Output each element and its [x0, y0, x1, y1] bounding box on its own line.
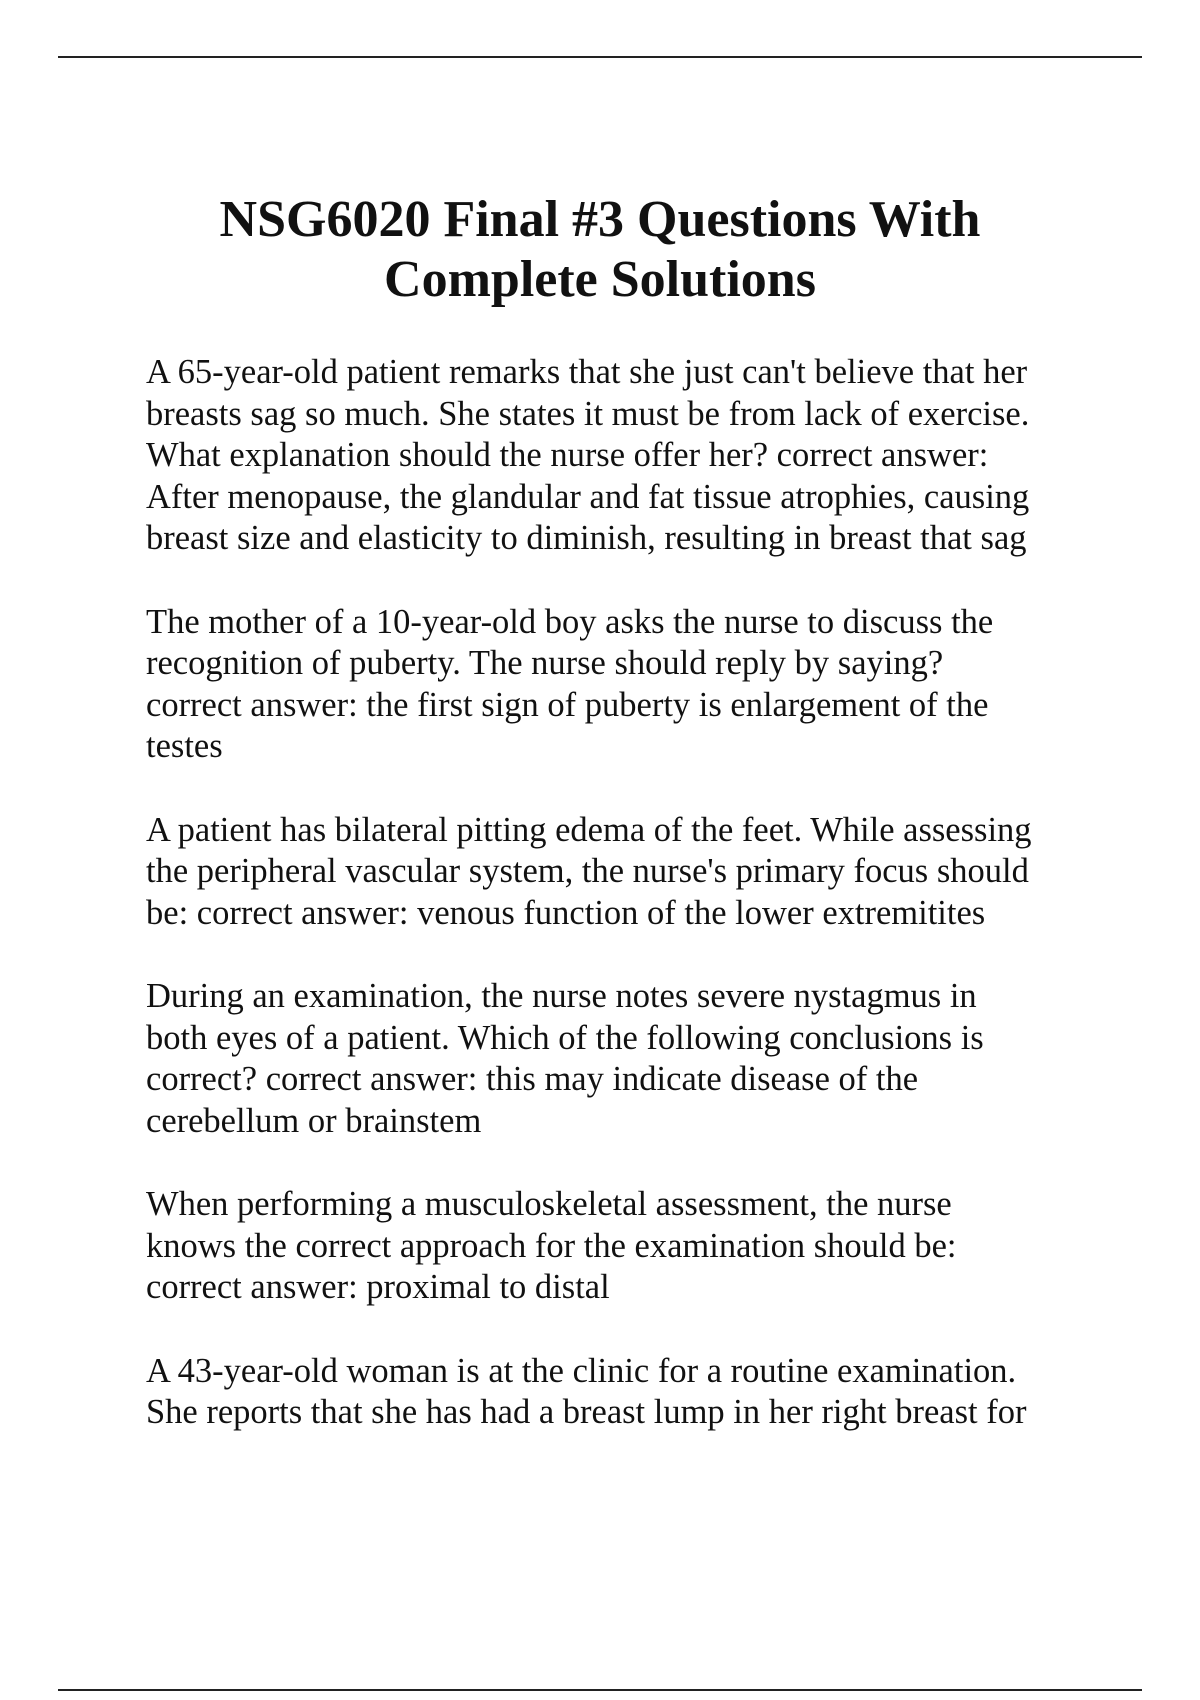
text-line: correct answer: proximal to distal	[146, 1268, 610, 1306]
text-line: breasts sag so much. She states it must be from lack of exercise.	[146, 394, 1030, 433]
text-line: cerebellum or brainstem	[146, 1101, 482, 1140]
top-rule	[58, 56, 1142, 58]
text-line: When performing a musculoskeletal assessment, the nurse	[146, 1185, 952, 1223]
text-line: The mother of a 10-year-old boy asks the nurse to discuss the	[146, 602, 994, 641]
text-line: correct? correct answer: this may indicate disease of the	[146, 1060, 919, 1098]
title-line-1: NSG6020 Final #3 Questions With	[219, 191, 981, 248]
text-line: knows the correct approach for the examination should be:	[146, 1226, 957, 1265]
text-line: A 43-year-old woman is at the clinic for a routine examination.	[146, 1351, 1017, 1390]
bottom-rule	[58, 1689, 1142, 1691]
text-line: both eyes of a patient. Which of the following conclusions is	[146, 1018, 984, 1057]
title-line-2: Complete Solutions	[384, 251, 816, 308]
question-5	[146, 1184, 1086, 1309]
text-line: testes	[146, 727, 223, 765]
question-4	[146, 976, 1086, 1142]
text-line: After menopause, the glandular and fat tissue atrophies, causing	[146, 477, 1030, 516]
text-line: During an examination, the nurse notes severe nystagmus in	[146, 977, 977, 1015]
text-line: be: correct answer: venous function of the lower extremitites	[146, 893, 986, 932]
text-line: A patient has bilateral pitting edema of the feet. While assessing	[146, 810, 1032, 849]
text-line: A 65-year-old patient remarks that she just can't believe that her	[146, 353, 1028, 391]
text-line: recognition of puberty. The nurse should reply by saying?	[146, 644, 944, 682]
text-line: correct answer: the first sign of puberty is enlargement of the	[146, 685, 989, 724]
question-1	[146, 352, 1086, 560]
text-line: the peripheral vascular system, the nurse's primary focus should	[146, 852, 1029, 890]
text-line: She reports that she has had a breast lump in her right breast for	[146, 1393, 1027, 1431]
question-3	[146, 810, 1086, 935]
document-body	[146, 352, 1086, 1476]
text-line: What explanation should the nurse offer her? correct answer:	[146, 436, 989, 474]
text-line: breast size and elasticity to diminish, resulting in breast that sag	[146, 519, 1027, 557]
question-6	[146, 1351, 1086, 1434]
document-title	[100, 190, 1100, 310]
question-2	[146, 602, 1086, 768]
